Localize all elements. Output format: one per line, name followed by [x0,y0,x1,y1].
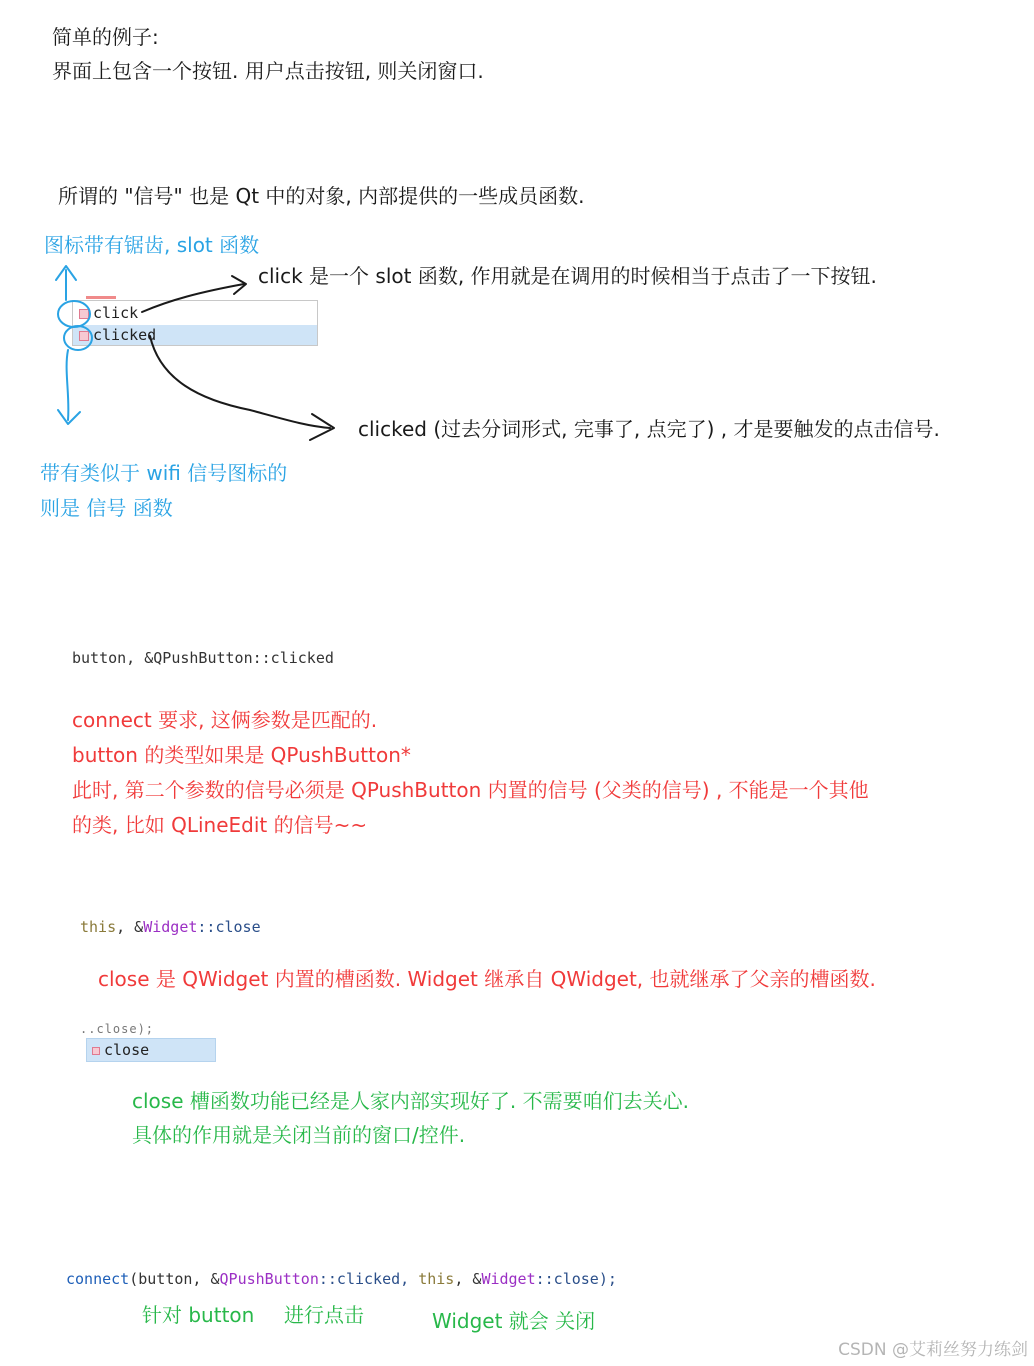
popup-item-label: clicked [93,326,157,344]
code-close: ::close [197,918,261,936]
code-this: this [80,918,117,936]
red-note-2: button 的类型如果是 QPushButton* [72,743,411,767]
code-widget: Widget [143,918,198,936]
code-clicked: ::clicked, [318,1270,419,1288]
bottom-label-click: 进行点击 [284,1303,364,1327]
signal-icon-note-2: 则是 信号 函数 [40,496,173,520]
green-note-2: 具体的作用就是关闭当前的窗口/控件. [132,1123,466,1147]
bottom-label-close: Widget 就会 关闭 [432,1309,596,1333]
code-this: this [418,1270,455,1288]
red-note-3: 此时, 第二个参数的信号必须是 QPushButton 内置的信号 (父类的信号) , 不能是一个其他 [72,778,869,802]
code-snippet-1: button, &QPushButton::clicked [72,649,334,667]
code-connect: connect [66,1270,130,1288]
red-note-4: 的类, 比如 QLineEdit 的信号~~ [72,813,368,837]
code-open: (button, & [129,1270,220,1288]
code-close: ::close); [535,1270,617,1288]
intro-line-1: 简单的例子: [52,25,159,49]
signal-description: 所谓的 "信号" 也是 Qt 中的对象, 内部提供的一些成员函数. [58,184,585,208]
click-note: click 是一个 slot 函数, 作用就是在调用的时候相当于点击了一下按钮. [258,264,877,288]
bottom-label-button: 针对 button [142,1303,255,1327]
signal-icon-note-1: 带有类似于 wifi 信号图标的 [40,461,288,485]
popup-item-label: close [104,1041,150,1059]
code-snippet-3 [66,1266,617,1292]
red-note-1: connect 要求, 这俩参数是匹配的. [72,708,378,732]
green-note-1: close 槽函数功能已经是人家内部实现好了. 不需要咱们去关心. [132,1089,689,1113]
code-fragment: ..close); [80,1022,155,1036]
popup-item-label: click [93,304,139,322]
clicked-note: clicked (过去分词形式, 完事了, 点完了) , 才是要触发的点击信号. [358,417,940,441]
code-snippet-2 [80,914,261,940]
intro-line-2: 界面上包含一个按钮. 用户点击按钮, 则关闭窗口. [52,59,484,83]
slot-icon-note: 图标带有锯齿, slot 函数 [44,233,260,257]
code-widget: Widget [481,1270,536,1288]
code-sep: , & [116,918,144,936]
code-sep: , & [454,1270,482,1288]
watermark: CSDN @艾莉丝努力练剑 [838,1340,1028,1360]
code-qpushbutton: QPushButton [219,1270,319,1288]
slot-icon [92,1047,100,1055]
autocomplete-close[interactable] [86,1038,216,1062]
close-red-note: close 是 QWidget 内置的槽函数. Widget 继承自 QWidget, 也就继承了父亲的槽函数. [98,967,876,991]
